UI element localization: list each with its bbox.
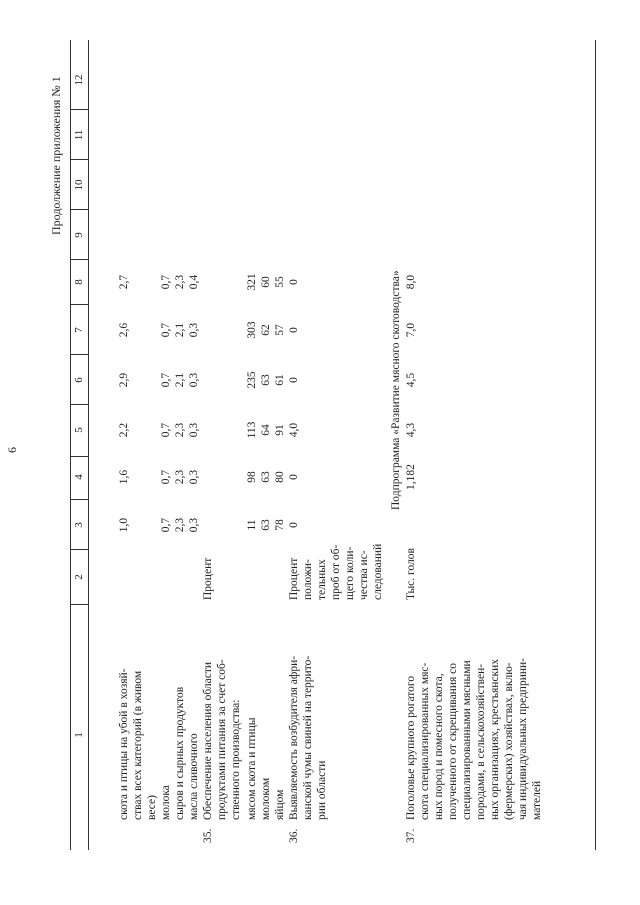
row-label-line: ствах всех категорий (в живом [132,670,144,820]
cell-value: 7,0 [405,322,417,338]
cell-value: 64 [260,424,272,436]
col-divider [70,259,88,260]
unit-line: тельных [316,559,328,600]
bottom-rule [595,40,596,850]
cell-value: 1,182 [405,464,417,490]
row-label-line: канской чумы свиней на террито- [302,655,314,820]
cell-value: 2,3 [174,274,186,290]
row-number: 36. [288,828,300,843]
cell-value: 0,7 [160,422,172,438]
row-label-line: ных организациях, крестьянских [489,658,501,820]
column-number: 7 [73,327,85,333]
cell-value: 2,1 [174,322,186,338]
unit-line: положи- [302,559,314,600]
col-divider [70,604,88,605]
col-divider [70,404,88,405]
cell-value: 0,7 [160,517,172,533]
cell-value: 321 [246,273,258,291]
cell-value: 303 [246,321,258,339]
column-number: 6 [73,377,85,383]
row-label-line: Обеспечение населения области [202,661,214,820]
row-label-line: ственного производства: [230,699,242,820]
cell-value: 61 [274,374,286,386]
row-label-line: яйцом [274,789,286,820]
cell-value: 80 [274,471,286,483]
column-number: 2 [73,574,85,580]
cell-value: 4,5 [405,372,417,388]
cell-value: 1,0 [118,517,130,533]
row-label-line: сыров и сырных продуктов [174,686,186,820]
row-label-line: полученного от скрещивания со [447,662,459,820]
cell-value: 2,6 [118,322,130,338]
col-divider [70,159,88,160]
cell-value: 0,3 [188,372,200,388]
row-label-line: (фермерских) хозяйствах, вклю- [503,662,515,820]
header-bottom-line [88,40,89,850]
row-label-line: рии области [316,760,328,820]
row-label-line: ных пород и помесного скота, [433,673,445,820]
row-label-line: породами, в сельскохозяйствен- [475,663,487,820]
cell-value: 78 [274,519,286,531]
cell-value: 0 [288,474,300,480]
row-label-line: чая индивидуальных предприни- [517,658,529,820]
col-divider [70,549,88,550]
cell-value: 2,3 [174,422,186,438]
column-number: 8 [73,279,85,285]
cell-value: 8,0 [405,274,417,290]
row-label-line: Поголовье крупного рогатого [405,675,417,820]
cell-value: 0,3 [188,517,200,533]
row-label-line: масла сливочного [188,733,200,820]
row-label-line: скота и птицы на убой в хозяй- [118,668,130,820]
unit-line: чества ис- [358,550,370,600]
col-divider [70,304,88,305]
column-number: 11 [73,129,85,141]
row-label-line: продуктами питания за счет соб- [216,659,228,820]
cell-value: 0 [288,279,300,285]
cell-value: 91 [274,424,286,436]
cell-value: 63 [260,374,272,386]
column-number: 5 [73,427,85,433]
row-label-line: Выявляемость возбудителя афри- [288,655,300,820]
col-divider [70,209,88,210]
continuation-label: Продолжение приложения № 1 [49,76,63,235]
cell-value: 0,3 [188,322,200,338]
cell-value: 2,2 [118,422,130,438]
cell-value: 4,0 [288,422,300,438]
row-label-line: молока [160,785,172,820]
cell-value: 0,7 [160,469,172,485]
cell-value: 0,4 [188,274,200,290]
cell-value: 0,3 [188,422,200,438]
cell-value: 0,7 [160,372,172,388]
col-divider [70,109,88,110]
column-number: 12 [73,74,85,86]
row-label-line: скота специализированных мяс- [419,662,431,820]
cell-value: 2,3 [174,469,186,485]
row-label-line: мателей [531,780,543,820]
cell-value: 63 [260,471,272,483]
column-number: 4 [73,474,85,480]
cell-value: 0 [288,377,300,383]
column-number: 10 [73,179,85,191]
column-number: 3 [73,522,85,528]
cell-value: 2,1 [174,372,186,388]
cell-value: 0,3 [188,469,200,485]
cell-value: 0 [288,522,300,528]
cell-value: 2,9 [118,372,130,388]
row-number: 37. [405,828,417,843]
cell-value: 0,7 [160,322,172,338]
cell-value: 60 [260,276,272,288]
cell-value: 113 [246,421,258,439]
cell-value: 62 [260,324,272,336]
cell-value: 1,6 [118,469,130,485]
column-number: 1 [73,732,85,738]
row-label-line: молоком [260,777,272,820]
cell-value: 2,7 [118,274,130,290]
col-divider [70,354,88,355]
cell-value: 4,3 [405,422,417,438]
row-label-line: специализированными мясными [461,660,473,820]
cell-value: 2,3 [174,517,186,533]
cell-value: 0 [288,327,300,333]
cell-value: 63 [260,519,272,531]
cell-value: 0,7 [160,274,172,290]
unit-line: проб от об- [330,544,342,600]
page-number: 6 [5,447,19,453]
unit-line: щего коли- [344,546,356,600]
cell-value: 235 [246,371,258,389]
cell-value: 57 [274,324,286,336]
column-number: 9 [73,232,85,238]
header-top-line [70,40,71,850]
cell-value: 98 [246,471,258,483]
row-number: 35. [202,828,214,843]
unit-line: Процент [288,557,300,600]
col-divider [70,499,88,500]
unit-line: следований [372,543,384,600]
cell-value: 55 [274,276,286,288]
unit-line: Тыс. голов [405,548,417,600]
subprogram-title: Подпрограмма «Развитие мясного скотоводства» [390,270,402,510]
row-label-line: весе) [146,795,158,820]
cell-value: 11 [246,519,258,531]
row-label-line: мясом скота и птицы [246,717,258,820]
unit-line: Процент [202,557,214,600]
